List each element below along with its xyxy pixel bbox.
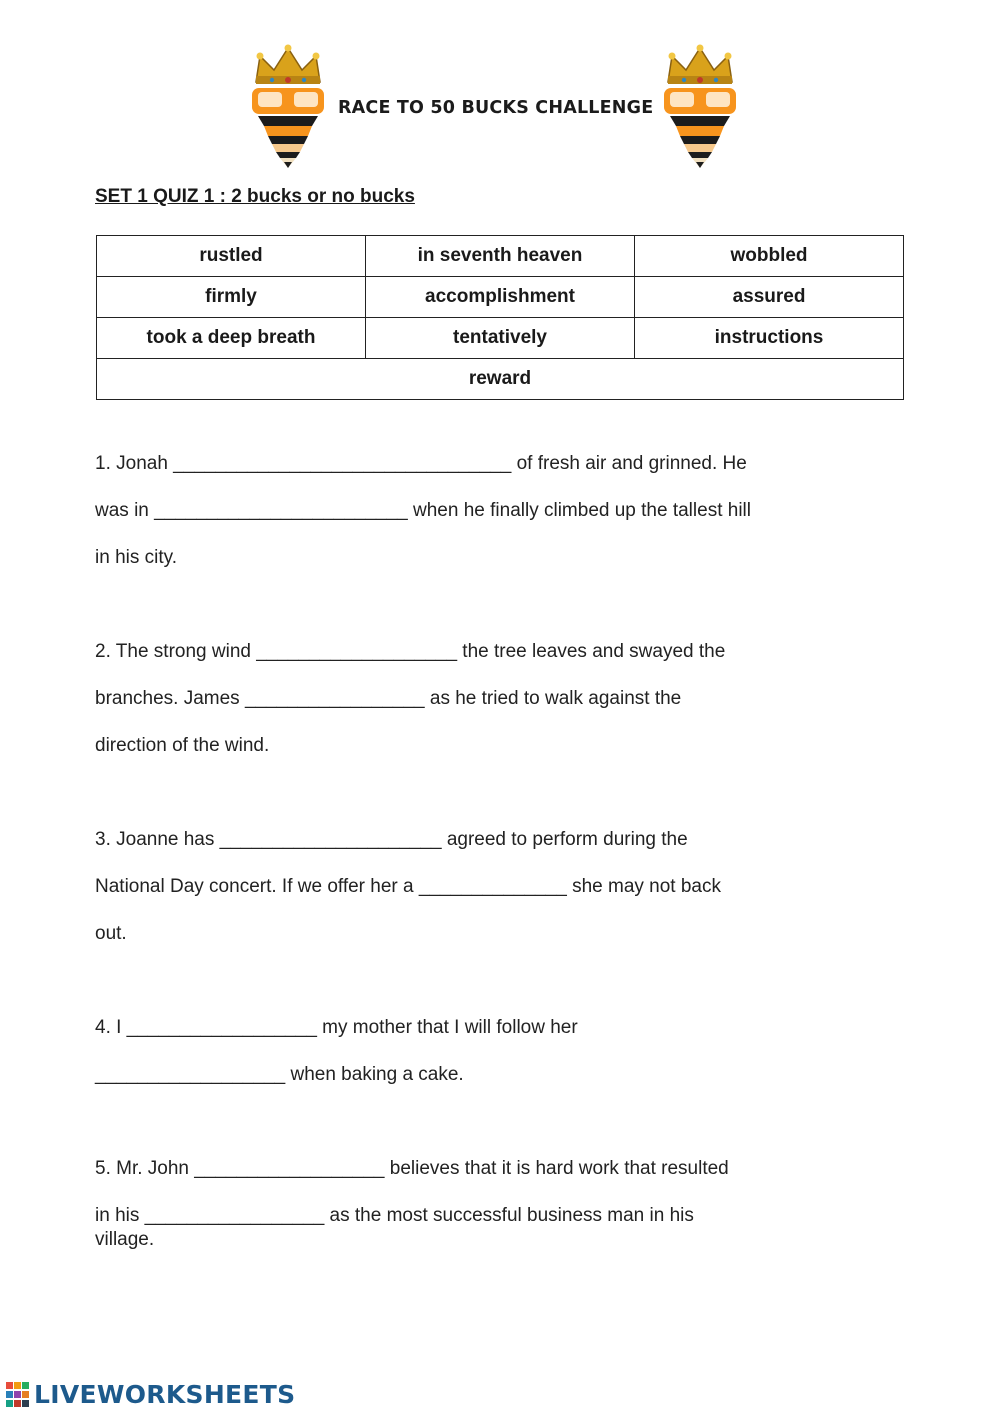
question-3-line-2: National Day concert. If we offer her a ______________ she may not back	[95, 876, 721, 897]
bee-mascot-icon	[248, 44, 328, 169]
table-row	[97, 318, 904, 359]
word-cell: tentatively	[366, 318, 635, 359]
question-3-line-3: out.	[95, 923, 127, 944]
quiz-subtitle: SET 1 QUIZ 1 : 2 bucks or no bucks	[95, 186, 415, 207]
question-4-line-2: __________________ when baking a cake.	[95, 1064, 464, 1085]
liveworksheets-logo-icon	[6, 1382, 30, 1408]
word-cell: assured	[635, 277, 904, 318]
question-1-line-2: was in ________________________ when he finally climbed up the tallest hill	[95, 500, 751, 521]
question-2-line-3: direction of the wind.	[95, 735, 270, 756]
question-2-line-1: 2. The strong wind ___________________ the tree leaves and swayed the	[95, 641, 726, 662]
word-cell: took a deep breath	[97, 318, 366, 359]
question-3-line-1: 3. Joanne has _____________________ agreed to perform during the	[95, 829, 688, 850]
footer-brand[interactable]	[6, 1380, 295, 1409]
question-5-line-3: village.	[95, 1229, 155, 1250]
word-cell: rustled	[97, 236, 366, 277]
word-cell: firmly	[97, 277, 366, 318]
question-1-line-1: 1. Jonah ________________________________ of fresh air and grinned. He	[95, 453, 747, 474]
word-cell: in seventh heaven	[366, 236, 635, 277]
bee-mascot-icon	[660, 44, 740, 169]
question-5-line-2: in his _________________ as the most successful business man in his	[95, 1205, 694, 1226]
page-title: RACE TO 50 BUCKS CHALLENGE	[338, 98, 654, 118]
word-cell: reward	[97, 359, 904, 400]
question-1-line-3: in his city.	[95, 547, 178, 568]
word-bank-table	[96, 235, 904, 400]
word-cell: accomplishment	[366, 277, 635, 318]
question-4-line-1: 4. I __________________ my mother that I will follow her	[95, 1017, 578, 1038]
word-cell: instructions	[635, 318, 904, 359]
footer-brand-text: LIVEWORKSHEETS	[34, 1380, 296, 1409]
word-cell: wobbled	[635, 236, 904, 277]
table-row	[97, 359, 904, 400]
question-5-line-1: 5. Mr. John __________________ believes that it is hard work that resulted	[95, 1158, 729, 1179]
question-2-line-2: branches. James _________________ as he tried to walk against the	[95, 688, 682, 709]
table-row	[97, 277, 904, 318]
table-row	[97, 236, 904, 277]
